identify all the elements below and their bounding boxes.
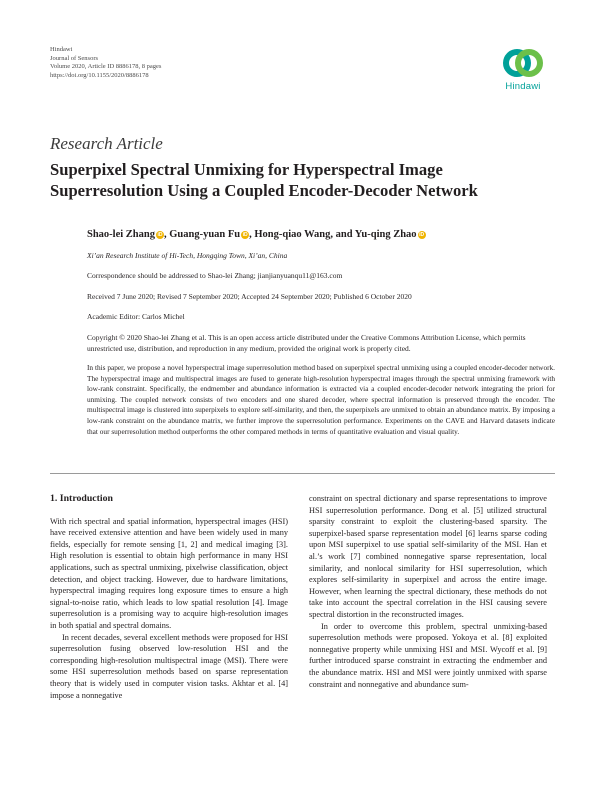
author-name[interactable]: Hong-qiao Wang [254, 229, 331, 240]
author-separator: , and [330, 229, 355, 240]
author-separator: , [163, 229, 170, 240]
journal-name: Journal of Sensors [50, 54, 99, 62]
abstract: In this paper, we propose a novel hyperspectral image superresolution method based on superpixel spectral unmixing using a coupled encoder-decoder network. The hyperspectral image and multispectral images are fused to generate high-resolution hyperspectral images through the spectral unmixing framework with low-rank constraint. Specifically, the endmember and abundance information is extracted via a coupled encoder-decoder network integrating the priori for unmixing. The coupled network consists of two encoders and one shared decoder, where spectral information is preserved through the encoder. The multispectral image is clustered into superpixels to explore self-similarity, and then, the superpixels are unmixed to obtain an abundance matrix. By imposing a low-rank constraint on the abundance matrix, we further improve the superresolution performance. Experiments on the CAVE and Harvard datasets indicate that our superresolution method outperforms the other compared methods in terms of quantitative evaluation and visual quality. [87, 363, 555, 436]
author-separator: , [249, 229, 255, 240]
orcid-icon[interactable]: iD [242, 232, 248, 238]
affiliation: Xi’an Research Institute of Hi-Tech, Hongqing Town, Xi’an, China [87, 251, 288, 260]
section-heading: 1. Introduction [50, 493, 113, 504]
author-name[interactable]: Shao-lei Zhang [87, 229, 155, 240]
academic-editor: Academic Editor: Carlos Michel [87, 312, 185, 321]
journal-meta [50, 46, 161, 80]
orcid-icon[interactable]: iD [157, 232, 163, 238]
author-list [87, 229, 426, 240]
left-column [50, 493, 288, 701]
author-name[interactable]: Guang-yuan Fu [169, 229, 241, 240]
hindawi-rings-icon [501, 46, 545, 80]
copyright-notice: Copyright © 2020 Shao-lei Zhang et al. This is an open access article distributed under the Creative Commons Attribution License, which permits unrestricted use, distribution, and reproduction in any medium, provided the original work is properly cited. [87, 333, 526, 353]
article-type: Research Article [50, 134, 163, 153]
orcid-icon[interactable]: iD [419, 232, 425, 238]
body-paragraph: In order to overcome this problem, spectral unmixing-based superresolution methods were proposed. Yokoya et al. [8] exploited nonnegative property while unmixing HSI and MSI. Wycoff et al. [9] further introduced sparse constraint in extracting the endmember and the abundance matrix. HSI and MSI were jointly unmixed with sparse constraint and nonnegative and abundance sum- [309, 621, 547, 689]
correspondence: Correspondence should be addressed to Shao-lei Zhang; jianjianyuanqu11@163.com [87, 271, 343, 280]
body-paragraph: constraint on spectral dictionary and sparse representations to improve HSI superresolution performance. Dong et al. [5] utilized structural sparsity constraint to exploit the clustering-based sparsity. The superpixel-based sparse representation model [6] learns sparse coding upon MSI superpixel to use spatial self-similarity of the MSI. Han et al.’s work [7] combined nonnegative sparse representation, local similarity, and nonlocal similarity for HSI superresolution, which explores self-similarity in superpixel and across the entire image. However, when learning the spectral dictionary, these methods do not take into account the spectral correlation in the HSI causing severe spectral distortion in the reconstructed images. [309, 494, 547, 619]
publisher-logo [495, 46, 551, 106]
body-paragraph: With rich spectral and spatial information, hyperspectral images (HSI) have received extensive attention and have been widely used in many fields, especially for remote sensing [1, 2] and medical imaging [3]. High resolution is essential to obtain high performance in many HSI applications, such as spectral unmixing, pixelwise classification, object detection, and object tracking. However, due to hardware limitations, hyperspectral imaging requires long exposure times to ensure a high signal-to-noise ratio, which leads to low spatial resolution [4]. Image superresolution is a promising way to acquire high-resolution images in both spatial and spectral domains. [50, 516, 288, 630]
article-title: Superpixel Spectral Unmixing for Hyperspectral Image Superresolution Using a Coupled Encoder-Decoder Network [50, 160, 478, 200]
article-dates: Received 7 June 2020; Revised 7 September 2020; Accepted 24 September 2020; Published 6 October 2020 [87, 292, 412, 301]
section-divider [50, 473, 555, 474]
publisher-name: Hindawi [50, 46, 73, 53]
doi-link[interactable]: https://doi.org/10.1155/2020/8886178 [50, 71, 149, 79]
body-paragraph: In recent decades, several excellent methods were proposed for HSI superresolution fusing observed low-resolution HSI and the corresponding high-resolution multispectral image (MSI). There were some HSI superresolution methods based on sparse representation theory that is widely used in computer vision tasks. Akhtar et al. [4] impose a nonnegative [50, 632, 288, 700]
author-name[interactable]: Yu-qing Zhao [354, 229, 417, 240]
right-column [309, 493, 547, 690]
volume-line: Volume 2020, Article ID 8886178, 8 pages [50, 63, 162, 71]
logo-wordmark: Hindawi [505, 81, 541, 92]
